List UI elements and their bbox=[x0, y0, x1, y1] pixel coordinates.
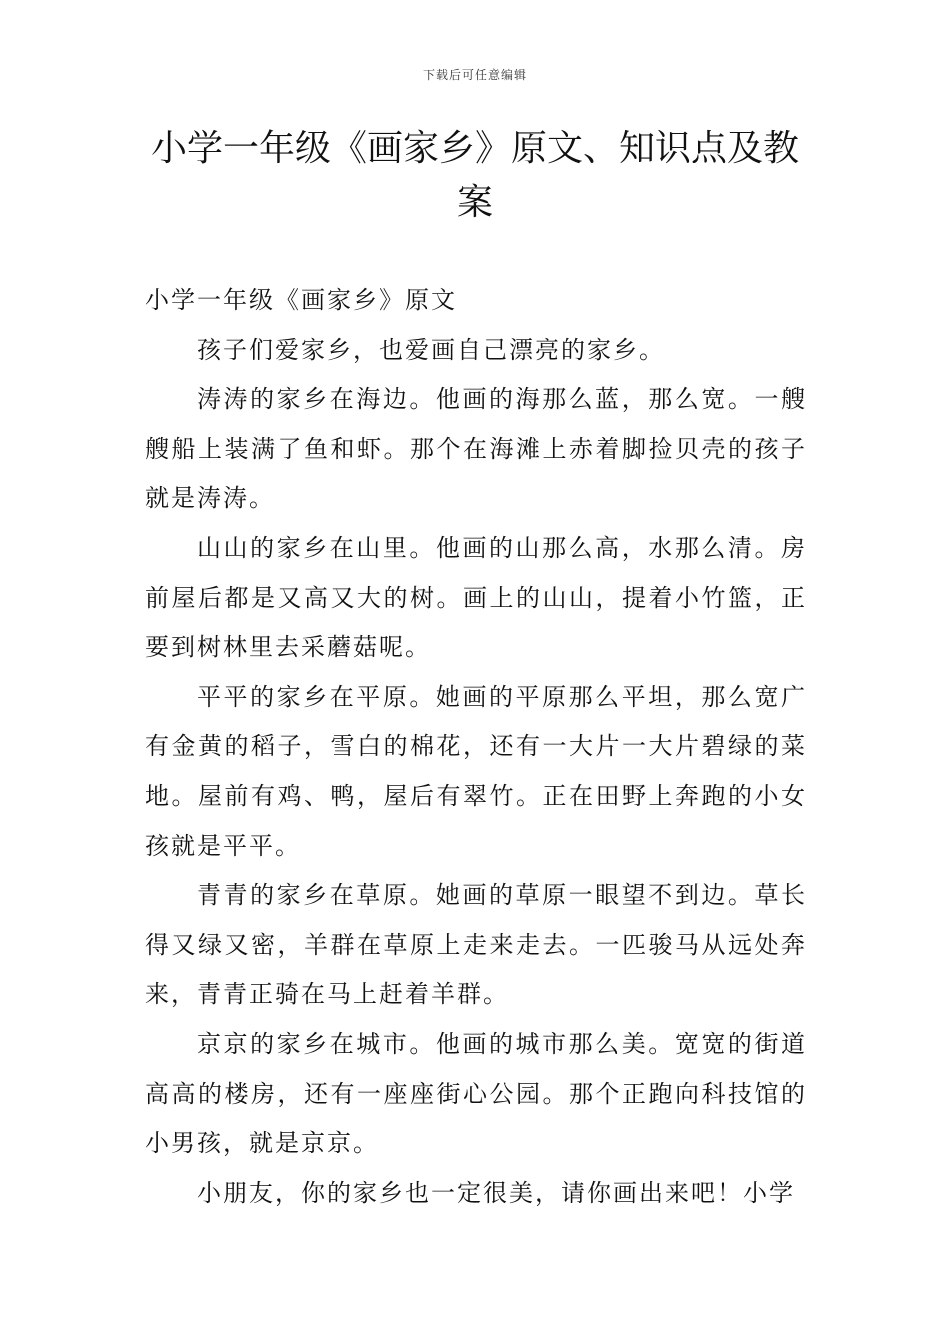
paragraph-taotao: 涛涛的家乡在海边。他画的海那么蓝，那么宽。一艘艘船上装满了鱼和虾。那个在海滩上赤着脚捡贝壳的孩子就是涛涛。 bbox=[145, 385, 807, 513]
document-body bbox=[145, 276, 807, 1218]
document-title: 小学一年级《画家乡》原文、知识点及教案 bbox=[150, 128, 799, 223]
paragraph-closing: 小朋友，你的家乡也一定很美，请你画出来吧！小学 bbox=[197, 1178, 795, 1207]
paragraph-jingjing: 京京的家乡在城市。他画的城市那么美。宽宽的街道高高的楼房，还有一座座街心公园。那个正跑向科技馆的小男孩，就是京京。 bbox=[145, 1029, 807, 1158]
header-note: 下载后可任意编辑 bbox=[422, 68, 527, 82]
section-heading: 小学一年级《画家乡》原文 bbox=[145, 286, 457, 314]
paragraph-shanshan: 山山的家乡在山里。他画的山那么高，水那么清。房前屋后都是又高又大的树。画上的山山，提着小竹篮，正要到树林里去采蘑菇呢。 bbox=[145, 533, 807, 662]
paragraph-pingping: 平平的家乡在平原。她画的平原那么平坦，那么宽广有金黄的稻子，雪白的棉花，还有一大片一大片碧绿的菜地。屋前有鸡、鸭，屋后有翠竹。正在田野上奔跑的小女孩就是平平。 bbox=[145, 682, 807, 860]
paragraph-qingqing: 青青的家乡在草原。她画的草原一眼望不到边。草长得又绿又密，羊群在草原上走来走去。一匹骏马从远处奔来，青青正骑在马上赶着羊群。 bbox=[145, 881, 807, 1009]
paragraph-intro: 孩子们爱家乡，也爱画自己漂亮的家乡。 bbox=[197, 335, 665, 364]
